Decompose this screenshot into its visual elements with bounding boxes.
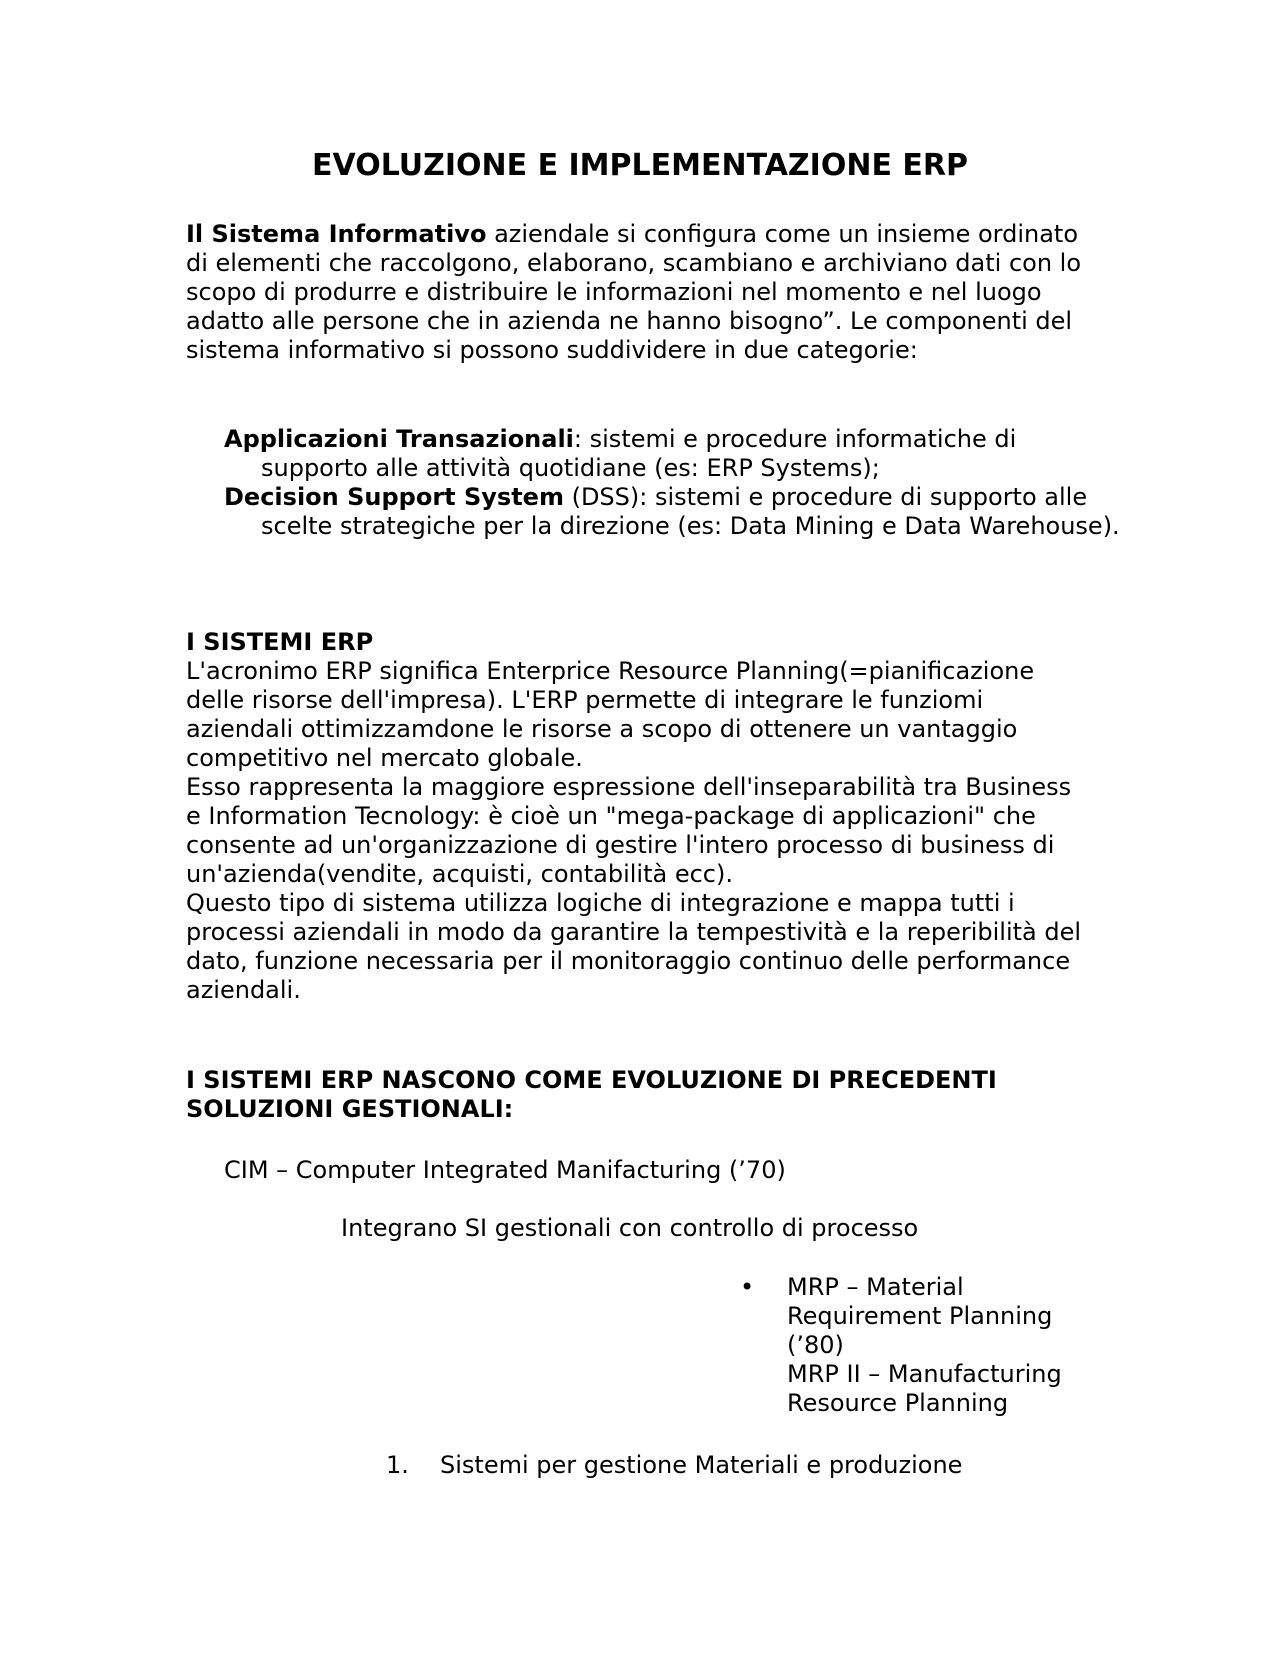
- evolution-heading: [186, 1066, 1086, 1124]
- mrp-bullet-text: [787, 1273, 1087, 1418]
- intro-paragraph: [186, 220, 1086, 365]
- erp-paragraph: Esso rappresenta la maggiore espressione dell'inseparabilità tra Business e Information Tecnology: è cioè un "mega-package di applicazioni" che consente ad un'organizzazione di gestire l'intero processo di business di un'azienda(vendite, acquisti, contabilità ecc).: [186, 773, 1072, 888]
- numbered-marker: 1.: [386, 1451, 409, 1479]
- erp-paragraph: L'acronimo ERP significa Enterprice Resource Planning(=pianificazione delle risorse dell'impresa). L'ERP permette di integrare le funziomi aziendali ottimizzamdone le risorse a scopo di ottenere un vantaggio competitivo nel mercato globale.: [186, 657, 1035, 772]
- erp-section: [186, 628, 1086, 1005]
- category-item: [224, 483, 1121, 541]
- category-item: [224, 425, 1121, 483]
- category-text: : sistemi e procedure informatiche di supporto alle attività quotidiane (es: ERP Systems);: [261, 425, 1017, 482]
- numbered-item-text: Sistemi per gestione Materiali e produzione: [440, 1451, 963, 1479]
- category-bold: Decision Support System: [224, 483, 564, 511]
- mrp-line: Resource Planning: [787, 1389, 1009, 1417]
- page-title: EVOLUZIONE E IMPLEMENTAZIONE ERP: [312, 148, 968, 183]
- category-bold: Applicazioni Transazionali: [224, 425, 574, 453]
- bullet-icon: •: [740, 1273, 755, 1301]
- mrp-line: MRP – Material: [787, 1273, 964, 1301]
- erp-paragraph: Questo tipo di sistema utilizza logiche di integrazione e mappa tutti i processi aziendali in modo da garantire la tempestività e la reperibilità del dato, funzione necessaria per il monitoraggio continuo delle performance aziendali.: [186, 889, 1082, 1004]
- evolution-heading-line: I SISTEMI ERP NASCONO COME EVOLUZIONE DI PRECEDENTI: [186, 1066, 997, 1094]
- section-heading: I SISTEMI ERP: [186, 628, 374, 656]
- integrano-line: Integrano SI gestionali con controllo di processo: [341, 1214, 919, 1242]
- evolution-heading-line: SOLUZIONI GESTIONALI:: [186, 1095, 514, 1123]
- mrp-line: Requirement Planning: [787, 1302, 1053, 1330]
- cim-line: CIM – Computer Integrated Manifacturing (’70): [224, 1156, 786, 1184]
- category-text: (DSS): sistemi e procedure di supporto alle scelte strategiche per la direzione (es: Data Mining e Data Warehouse).: [261, 483, 1120, 540]
- mrp-line: MRP II – Manufacturing: [787, 1360, 1062, 1388]
- mrp-line: (’80): [787, 1331, 844, 1359]
- intro-text: aziendale si configura come un insieme ordinato di elementi che raccolgono, elaborano, scambiano e archiviano dati con lo scopo di produrre e distribuire le informazioni nel momento e nel luogo adatto alle persone che in azienda ne hanno bisogno”. Le componenti del sistema informativo si possono suddividere in due categorie:: [186, 220, 1082, 364]
- intro-bold-lead: Il Sistema Informativo: [186, 220, 487, 248]
